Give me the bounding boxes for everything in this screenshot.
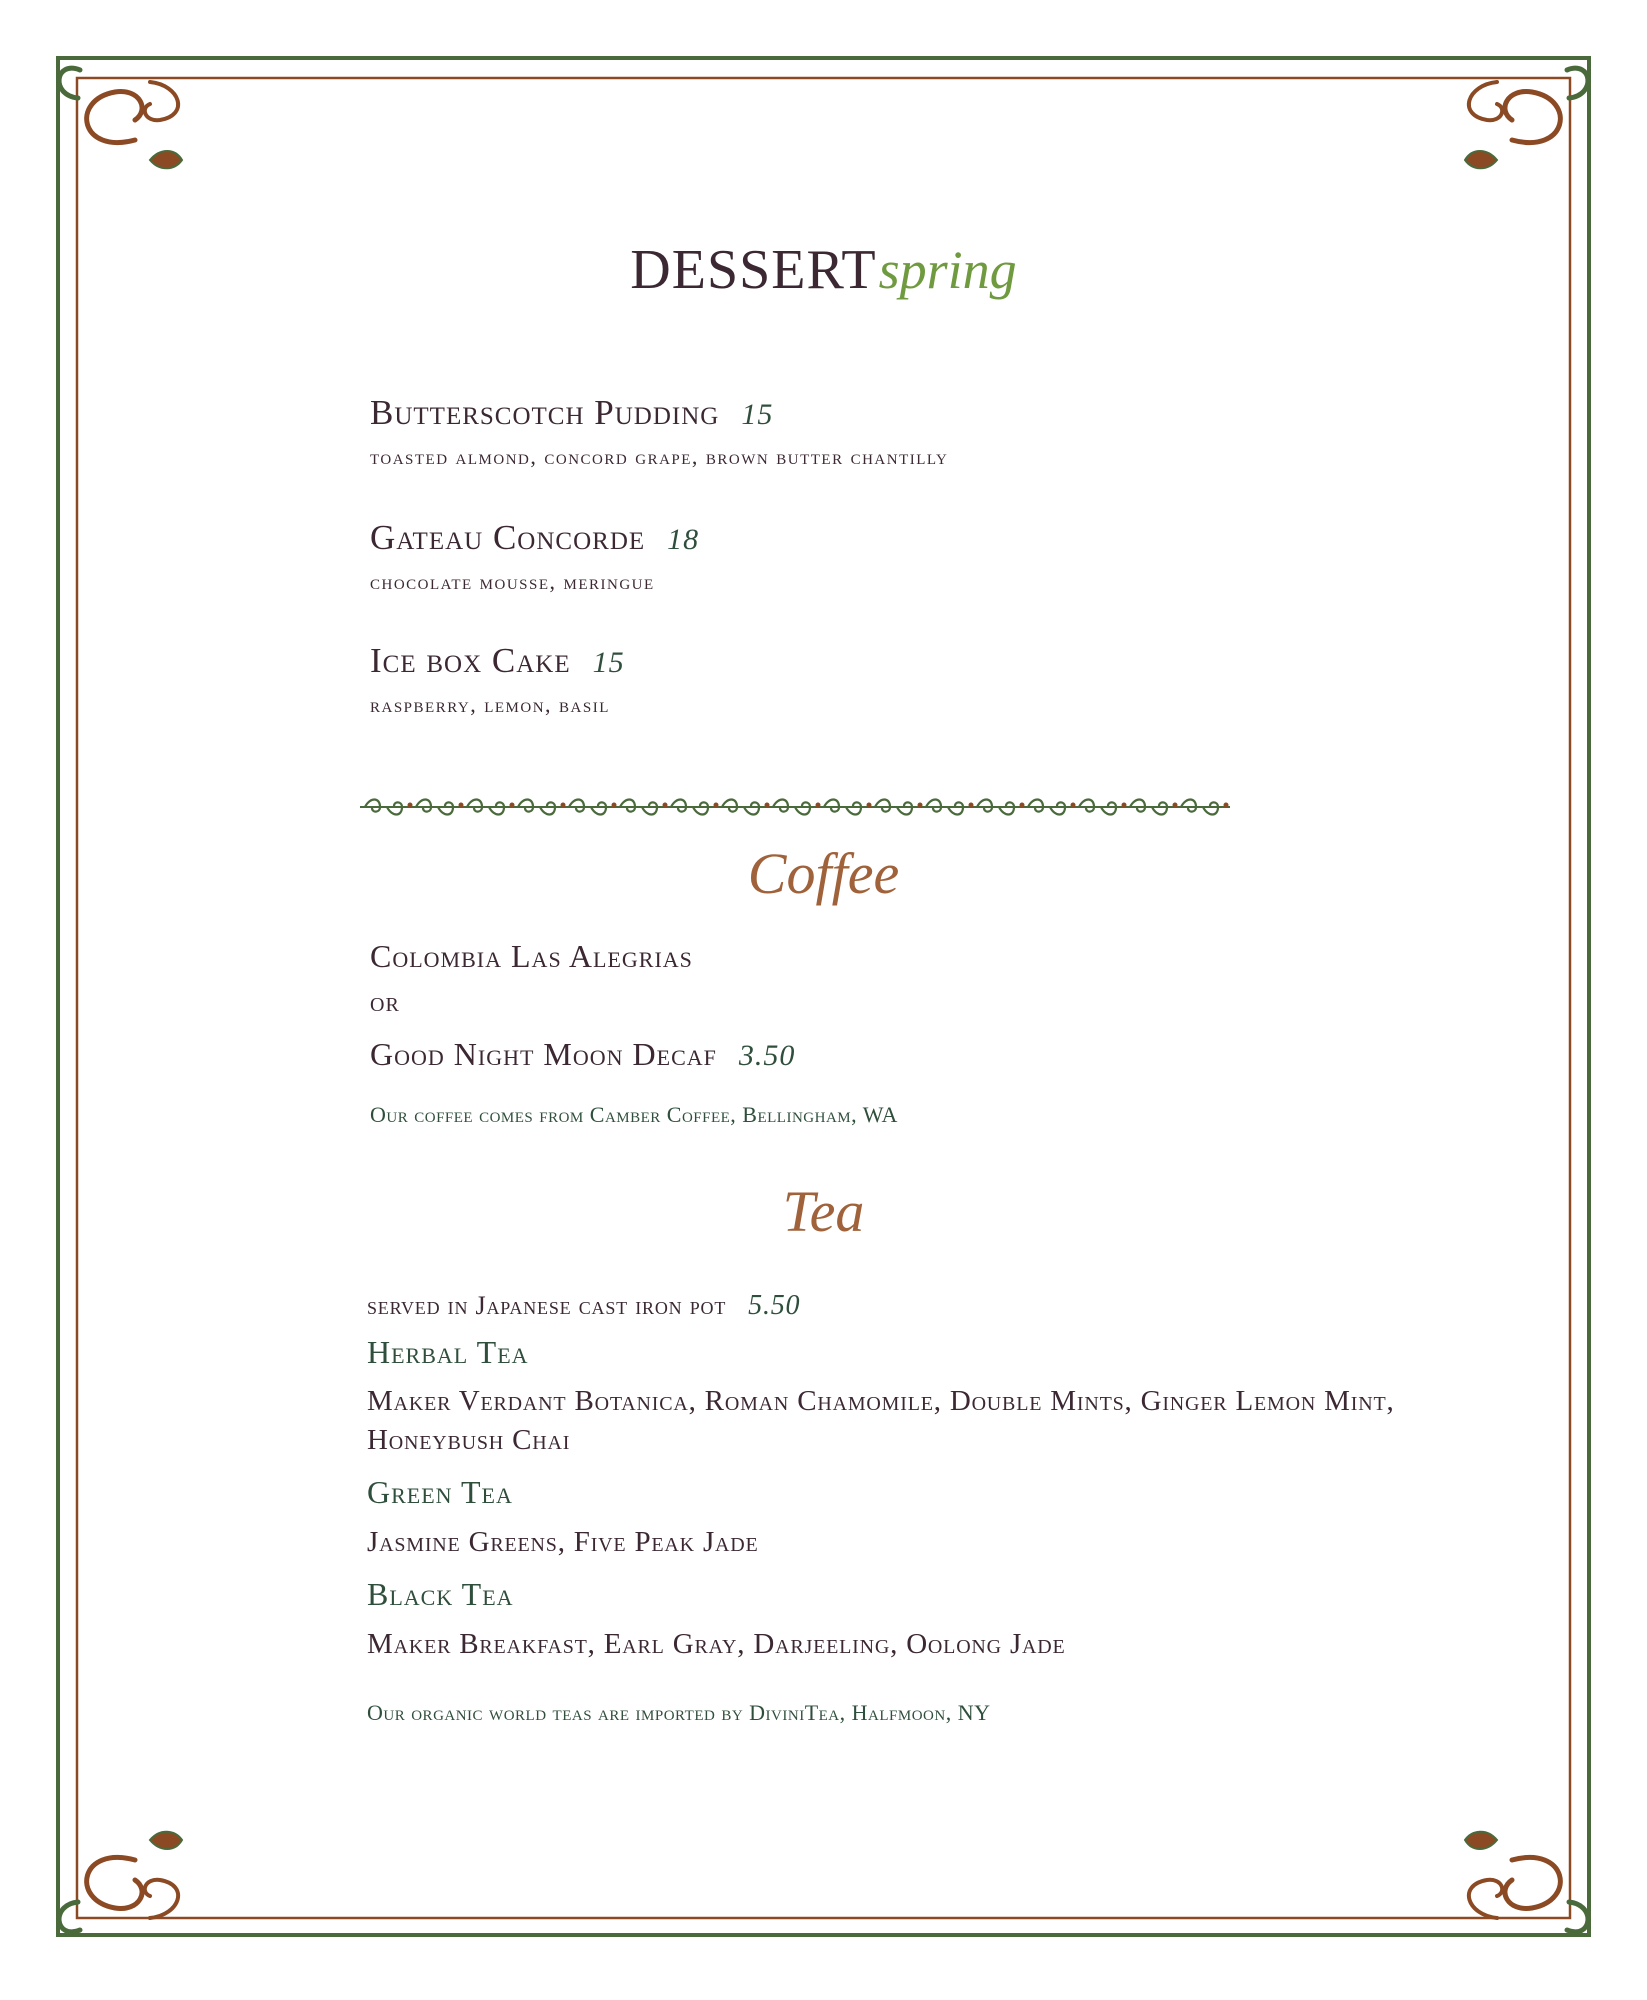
scroll-divider-icon	[355, 792, 1235, 822]
berry-dot-icon	[459, 803, 464, 808]
menu-item-description: raspberry, lemon, basil	[370, 692, 610, 717]
title-season: spring	[878, 240, 1017, 300]
tea-served-text: served in Japanese cast iron pot	[367, 1291, 727, 1320]
menu-item-description: toasted almond, concord grape, brown butter chantilly	[370, 444, 949, 469]
berry-dot-icon	[663, 803, 668, 808]
tea-category-black: Black Tea	[367, 1576, 514, 1612]
tea-category-herbal: Herbal Tea	[367, 1334, 529, 1370]
berry-dot-icon	[765, 803, 770, 808]
tea-heading: Tea	[782, 1179, 865, 1244]
page-title	[0, 238, 1647, 302]
berry-dot-icon	[1020, 803, 1025, 808]
tea-service-note	[367, 1290, 800, 1322]
berry-dot-icon	[612, 803, 617, 808]
coffee-item: Colombia Las Alegrias	[370, 938, 693, 974]
tea-list-herbal: Maker Verdant Botanica, Roman Chamomile, Double Mints, Ginger Lemon Mint,	[367, 1385, 1395, 1417]
berry-dot-icon	[816, 803, 821, 808]
tea-list-black: Maker Breakfast, Earl Gray, Darjeeling, Oolong Jade	[367, 1628, 1066, 1660]
menu-item	[370, 643, 1470, 718]
coffee-price: 3.50	[738, 1039, 796, 1072]
tea-list-herbal-cont: Honeybush Chai	[367, 1424, 571, 1456]
tea-price: 5.50	[748, 1290, 801, 1321]
menu-item-description: chocolate mousse, meringue	[370, 569, 655, 594]
title-main: DESSERT	[630, 239, 877, 301]
coffee-note: Our coffee comes from Camber Coffee, Bellingham, WA	[370, 1102, 898, 1127]
menu-item	[370, 520, 1470, 595]
menu-item-price: 15	[741, 398, 774, 431]
coffee-item	[370, 1036, 795, 1073]
menu-item-name: Butterscotch Pudding	[370, 393, 720, 432]
menu-item-price: 15	[592, 646, 625, 679]
tea-note: Our organic world teas are imported by DiviniTea, Halfmoon, NY	[367, 1700, 991, 1725]
berry-dot-icon	[918, 803, 923, 808]
berry-dot-icon	[510, 803, 515, 808]
berry-dot-icon	[561, 803, 566, 808]
tea-list-green: Jasmine Greens, Five Peak Jade	[367, 1526, 759, 1558]
berry-dot-icon	[408, 803, 413, 808]
coffee-item-name: Good Night Moon Decaf	[370, 1036, 717, 1072]
menu-item	[370, 395, 1470, 470]
coffee-heading: Coffee	[747, 841, 900, 906]
berry-dot-icon	[867, 803, 872, 808]
berry-dot-icon	[1122, 803, 1127, 808]
berry-dot-icon	[1071, 803, 1076, 808]
menu-item-name: Gateau Concorde	[370, 518, 646, 557]
berry-dot-icon	[969, 803, 974, 808]
berry-dot-icon	[714, 803, 719, 808]
berry-dot-icon	[1173, 803, 1178, 808]
coffee-or: or	[370, 987, 400, 1018]
menu-item-price: 18	[667, 523, 700, 556]
berry-dot-icon	[1224, 803, 1229, 808]
tea-category-green: Green Tea	[367, 1474, 513, 1510]
menu-item-name: Ice box Cake	[370, 641, 571, 680]
